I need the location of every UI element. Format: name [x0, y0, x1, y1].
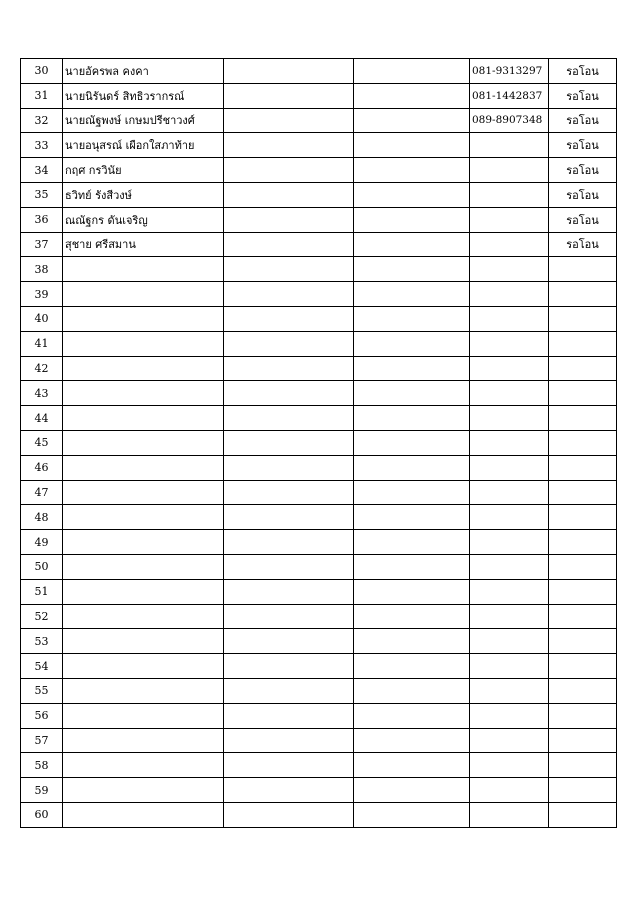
- name-cell: นายณัฐพงษ์ เกษมปรีชาวงศ์: [63, 108, 224, 133]
- column-3-cell: [224, 257, 354, 282]
- row-number-cell: 43: [21, 381, 63, 406]
- column-3-cell: [224, 207, 354, 232]
- row-number-cell: 42: [21, 356, 63, 381]
- column-3-cell: [224, 182, 354, 207]
- name-cell: [63, 306, 224, 331]
- column-4-cell: [354, 306, 470, 331]
- table-row: [21, 59, 617, 84]
- column-3-cell: [224, 629, 354, 654]
- phone-cell: [470, 430, 549, 455]
- name-cell: [63, 381, 224, 406]
- name-cell: [63, 753, 224, 778]
- table-row: [21, 406, 617, 431]
- name-cell: [63, 579, 224, 604]
- column-4-cell: [354, 802, 470, 827]
- column-3-cell: [224, 728, 354, 753]
- row-number-cell: 44: [21, 406, 63, 431]
- name-cell: [63, 282, 224, 307]
- table-row: [21, 207, 617, 232]
- name-cell: [63, 530, 224, 555]
- column-3-cell: [224, 802, 354, 827]
- table-row: [21, 331, 617, 356]
- table-row: [21, 480, 617, 505]
- status-cell: [549, 802, 617, 827]
- phone-cell: [470, 133, 549, 158]
- phone-cell: [470, 753, 549, 778]
- column-4-cell: [354, 331, 470, 356]
- row-number-cell: 57: [21, 728, 63, 753]
- column-4-cell: [354, 282, 470, 307]
- name-cell: [63, 257, 224, 282]
- row-number-cell: 35: [21, 182, 63, 207]
- name-cell: นายอัครพล คงคา: [63, 59, 224, 84]
- phone-cell: [470, 579, 549, 604]
- column-3-cell: [224, 579, 354, 604]
- row-number-cell: 31: [21, 83, 63, 108]
- phone-cell: [470, 480, 549, 505]
- row-number-cell: 45: [21, 430, 63, 455]
- column-3-cell: [224, 356, 354, 381]
- row-number-cell: 49: [21, 530, 63, 555]
- column-4-cell: [354, 629, 470, 654]
- row-number-cell: 51: [21, 579, 63, 604]
- row-number-cell: 60: [21, 802, 63, 827]
- column-3-cell: [224, 554, 354, 579]
- table-row: [21, 703, 617, 728]
- phone-cell: [470, 282, 549, 307]
- status-cell: รอโอน: [549, 83, 617, 108]
- phone-cell: [470, 678, 549, 703]
- column-3-cell: [224, 158, 354, 183]
- document-page: [20, 58, 617, 828]
- status-cell: [549, 455, 617, 480]
- status-cell: รอโอน: [549, 182, 617, 207]
- column-4-cell: [354, 604, 470, 629]
- column-3-cell: [224, 455, 354, 480]
- row-number-cell: 47: [21, 480, 63, 505]
- phone-cell: [470, 257, 549, 282]
- column-4-cell: [354, 207, 470, 232]
- column-3-cell: [224, 604, 354, 629]
- phone-cell: [470, 331, 549, 356]
- status-cell: [549, 505, 617, 530]
- table-row: [21, 728, 617, 753]
- column-4-cell: [354, 232, 470, 257]
- phone-cell: [470, 406, 549, 431]
- name-cell: [63, 678, 224, 703]
- status-cell: [549, 480, 617, 505]
- column-3-cell: [224, 232, 354, 257]
- phone-cell: [470, 356, 549, 381]
- column-4-cell: [354, 480, 470, 505]
- table-row: [21, 133, 617, 158]
- column-3-cell: [224, 753, 354, 778]
- roster-table: [20, 58, 617, 828]
- table-row: [21, 604, 617, 629]
- column-4-cell: [354, 430, 470, 455]
- column-4-cell: [354, 59, 470, 84]
- column-4-cell: [354, 728, 470, 753]
- phone-cell: [470, 306, 549, 331]
- row-number-cell: 30: [21, 59, 63, 84]
- status-cell: [549, 678, 617, 703]
- phone-cell: [470, 554, 549, 579]
- row-number-cell: 40: [21, 306, 63, 331]
- phone-cell: [470, 530, 549, 555]
- row-number-cell: 48: [21, 505, 63, 530]
- name-cell: กฤศ กรวินัย: [63, 158, 224, 183]
- column-3-cell: [224, 505, 354, 530]
- table-row: [21, 455, 617, 480]
- table-row: [21, 108, 617, 133]
- name-cell: [63, 331, 224, 356]
- row-number-cell: 34: [21, 158, 63, 183]
- table-row: [21, 629, 617, 654]
- status-cell: รอโอน: [549, 59, 617, 84]
- column-3-cell: [224, 282, 354, 307]
- row-number-cell: 32: [21, 108, 63, 133]
- name-cell: [63, 480, 224, 505]
- name-cell: [63, 629, 224, 654]
- column-4-cell: [354, 406, 470, 431]
- status-cell: [549, 703, 617, 728]
- phone-cell: [470, 604, 549, 629]
- status-cell: รอโอน: [549, 207, 617, 232]
- phone-cell: [470, 703, 549, 728]
- status-cell: [549, 778, 617, 803]
- roster-table-body: [21, 59, 617, 828]
- row-number-cell: 33: [21, 133, 63, 158]
- status-cell: [549, 753, 617, 778]
- phone-cell: [470, 778, 549, 803]
- name-cell: [63, 728, 224, 753]
- phone-cell: [470, 728, 549, 753]
- column-3-cell: [224, 306, 354, 331]
- column-3-cell: [224, 778, 354, 803]
- name-cell: สุชาย ศรีสมาน: [63, 232, 224, 257]
- status-cell: [549, 554, 617, 579]
- table-row: [21, 554, 617, 579]
- phone-cell: 081-1442837: [470, 83, 549, 108]
- row-number-cell: 36: [21, 207, 63, 232]
- column-4-cell: [354, 703, 470, 728]
- row-number-cell: 41: [21, 331, 63, 356]
- status-cell: รอโอน: [549, 108, 617, 133]
- name-cell: [63, 356, 224, 381]
- phone-cell: [470, 455, 549, 480]
- name-cell: [63, 430, 224, 455]
- column-3-cell: [224, 59, 354, 84]
- name-cell: [63, 505, 224, 530]
- name-cell: [63, 455, 224, 480]
- row-number-cell: 37: [21, 232, 63, 257]
- table-row: [21, 381, 617, 406]
- column-4-cell: [354, 654, 470, 679]
- name-cell: [63, 604, 224, 629]
- name-cell: [63, 406, 224, 431]
- column-4-cell: [354, 257, 470, 282]
- status-cell: รอโอน: [549, 232, 617, 257]
- name-cell: นายอนุสรณ์ เผือกใสภาท้าย: [63, 133, 224, 158]
- name-cell: ณณัฐกร ดันเจริญ: [63, 207, 224, 232]
- column-3-cell: [224, 406, 354, 431]
- row-number-cell: 46: [21, 455, 63, 480]
- status-cell: [549, 406, 617, 431]
- name-cell: [63, 654, 224, 679]
- table-row: [21, 356, 617, 381]
- column-4-cell: [354, 554, 470, 579]
- column-4-cell: [354, 753, 470, 778]
- column-4-cell: [354, 678, 470, 703]
- row-number-cell: 56: [21, 703, 63, 728]
- column-3-cell: [224, 480, 354, 505]
- column-4-cell: [354, 579, 470, 604]
- phone-cell: [470, 654, 549, 679]
- table-row: [21, 654, 617, 679]
- table-row: [21, 505, 617, 530]
- phone-cell: [470, 629, 549, 654]
- row-number-cell: 59: [21, 778, 63, 803]
- name-cell: นายนิรันดร์ สิทธิวรากรณ์: [63, 83, 224, 108]
- column-4-cell: [354, 133, 470, 158]
- column-3-cell: [224, 654, 354, 679]
- column-3-cell: [224, 678, 354, 703]
- phone-cell: [470, 207, 549, 232]
- name-cell: [63, 554, 224, 579]
- status-cell: [549, 331, 617, 356]
- column-4-cell: [354, 108, 470, 133]
- row-number-cell: 54: [21, 654, 63, 679]
- status-cell: [549, 654, 617, 679]
- status-cell: [549, 282, 617, 307]
- column-3-cell: [224, 381, 354, 406]
- row-number-cell: 39: [21, 282, 63, 307]
- table-row: [21, 678, 617, 703]
- column-3-cell: [224, 83, 354, 108]
- name-cell: [63, 802, 224, 827]
- phone-cell: [470, 802, 549, 827]
- status-cell: [549, 579, 617, 604]
- table-row: [21, 282, 617, 307]
- column-4-cell: [354, 530, 470, 555]
- column-3-cell: [224, 530, 354, 555]
- column-4-cell: [354, 505, 470, 530]
- table-row: [21, 182, 617, 207]
- table-row: [21, 530, 617, 555]
- column-3-cell: [224, 430, 354, 455]
- name-cell: [63, 778, 224, 803]
- status-cell: [549, 728, 617, 753]
- phone-cell: [470, 182, 549, 207]
- table-row: [21, 158, 617, 183]
- column-4-cell: [354, 356, 470, 381]
- row-number-cell: 55: [21, 678, 63, 703]
- row-number-cell: 52: [21, 604, 63, 629]
- column-4-cell: [354, 158, 470, 183]
- name-cell: [63, 703, 224, 728]
- table-row: [21, 778, 617, 803]
- table-row: [21, 802, 617, 827]
- table-row: [21, 306, 617, 331]
- table-row: [21, 753, 617, 778]
- status-cell: [549, 356, 617, 381]
- status-cell: รอโอน: [549, 158, 617, 183]
- status-cell: [549, 306, 617, 331]
- column-4-cell: [354, 83, 470, 108]
- phone-cell: [470, 381, 549, 406]
- table-row: [21, 257, 617, 282]
- phone-cell: [470, 158, 549, 183]
- row-number-cell: 50: [21, 554, 63, 579]
- status-cell: รอโอน: [549, 133, 617, 158]
- column-3-cell: [224, 133, 354, 158]
- column-4-cell: [354, 778, 470, 803]
- table-row: [21, 579, 617, 604]
- phone-cell: [470, 505, 549, 530]
- status-cell: [549, 381, 617, 406]
- table-row: [21, 83, 617, 108]
- column-3-cell: [224, 703, 354, 728]
- phone-cell: 081-9313297: [470, 59, 549, 84]
- row-number-cell: 58: [21, 753, 63, 778]
- column-4-cell: [354, 455, 470, 480]
- name-cell: ธวิทย์ รังสีวงษ์: [63, 182, 224, 207]
- row-number-cell: 53: [21, 629, 63, 654]
- status-cell: [549, 530, 617, 555]
- column-4-cell: [354, 381, 470, 406]
- table-row: [21, 430, 617, 455]
- status-cell: [549, 257, 617, 282]
- status-cell: [549, 629, 617, 654]
- column-3-cell: [224, 331, 354, 356]
- column-4-cell: [354, 182, 470, 207]
- table-row: [21, 232, 617, 257]
- column-3-cell: [224, 108, 354, 133]
- status-cell: [549, 604, 617, 629]
- row-number-cell: 38: [21, 257, 63, 282]
- status-cell: [549, 430, 617, 455]
- phone-cell: [470, 232, 549, 257]
- phone-cell: 089-8907348: [470, 108, 549, 133]
